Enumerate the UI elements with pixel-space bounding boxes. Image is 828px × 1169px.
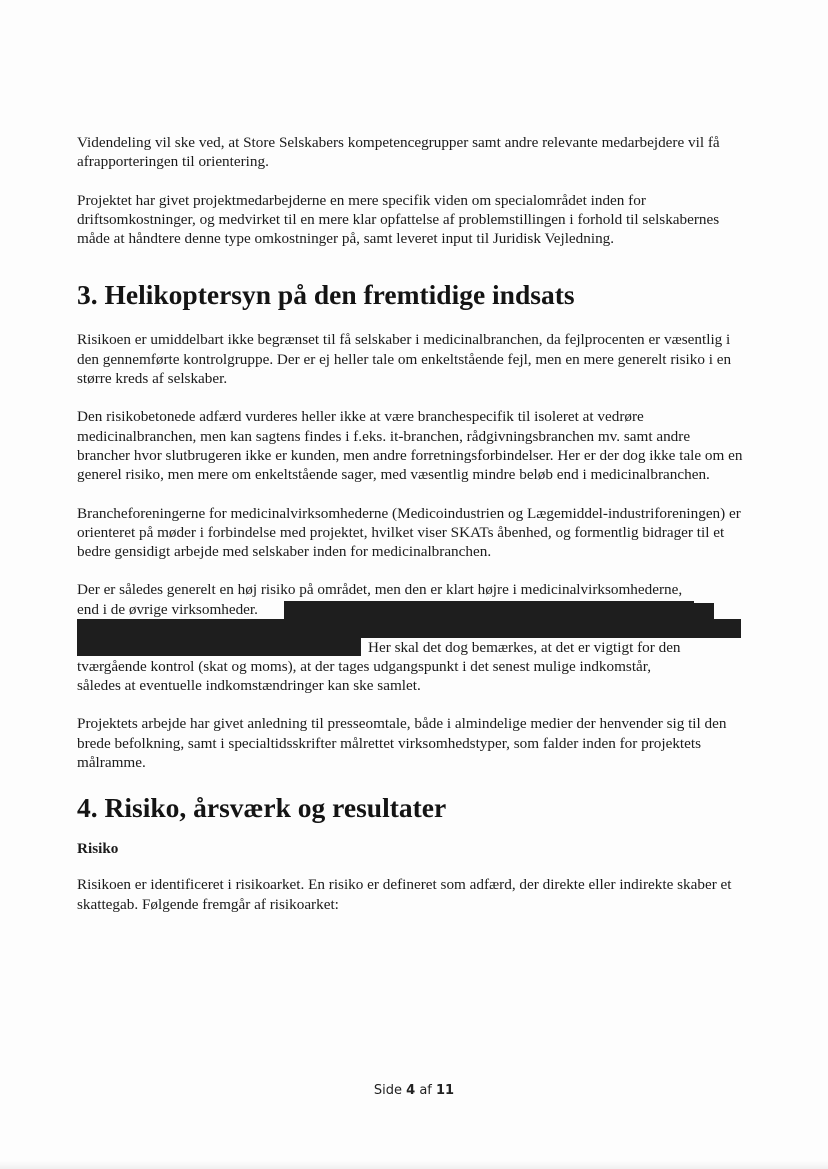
paragraph-project-outcome: Projektet har givet projektmedarbejderne en mere specifik viden om specialområdet inden for driftsomkostninger, og medvirket til en mere klar opfattelse af problemstillingen i forhold til selskabernes måde at håndtere denne type omkostninger på, samt leveret input til Juridisk Vejledning. [77, 191, 720, 248]
paragraph-redacted [77, 580, 745, 695]
paragraph-knowledge-sharing: Videndeling vil ske ved, at Store Selskabers kompetencegrupper samt andre relevante medarbejdere vil få afrapporteringen til orientering. [77, 134, 720, 171]
paragraph-risk-definition: Risikoen er identificeret i risikoarket. En risiko er defineret som adfærd, der direkte eller indirekte skaber et skattegab. Følgende fremgår af risikoarket: [77, 876, 732, 913]
footer-prefix: Side [373, 1083, 402, 1098]
paragraph-risk-scope: Risikoen er umiddelbart ikke begrænset til få selskaber i medicinalbranchen, da fejlprocenten er væsentlig i den gennemførte kontrolgruppe. Der er ej heller tale om enkeltstående fejl, men en mere generelt risiko i en større kreds af selskaber. [77, 331, 732, 388]
subheading-risiko: Risiko [77, 840, 119, 858]
scan-edge [0, 1161, 828, 1169]
redaction-bar-2 [77, 619, 741, 638]
section-heading-4: 4. Risiko, årsværk og resultater [77, 792, 447, 824]
paragraph-press-coverage: Projektets arbejde har givet anledning til presseomtale, både i almindelige medier der henvender sig til den brede befolkning, samt i specialtidsskrifter målrettet virksomhedstyper, som falder inden for projektets målramme. [77, 715, 727, 771]
footer-page-total: 11 [436, 1083, 455, 1098]
redacted-para-line-1: Der er således generelt en høj risiko på området, men den er klart højre i medicinalvirksomhederne, [77, 581, 683, 599]
paragraph-risk-behaviour: Den risikobetonede adfærd vurderes heller ikke at være branchespecifik til isoleret at vedrøre medicinalbranchen, men kan sagtens findes i f.eks. it-branchen, rådgivningsbranchen mv. samt andre brancher hvor slutbrugeren ikke er kunden, men andre forretningsforbindelser. Her er der dog ikke tale om en generel risiko, men mere om enkeltstående sager, med væsentlig mindre beløb end i medicinalbranchen. [77, 408, 743, 484]
footer-of: af [419, 1083, 432, 1098]
redacted-para-line-2: end i de øvrige virksomheder. [77, 600, 258, 618]
redacted-para-line-4: tværgående kontrol (skat og moms), at der tages udgangspunkt i det senest mulige indkomstår, [77, 657, 652, 675]
redaction-bar-3 [77, 638, 361, 656]
footer-page-number: 4 [406, 1083, 416, 1098]
page-footer [0, 1083, 828, 1098]
redacted-para-line-3: Her skal det dog bemærkes, at det er vigtigt for den [368, 638, 681, 656]
redaction-bar-1 [284, 601, 694, 621]
redacted-para-line-5: således at eventuelle indkomstændringer kan ske samlet. [77, 677, 421, 695]
paragraph-trade-associations: Brancheforeningerne for medicinalvirksomhederne (Medicoindustrien og Lægemiddel-industriforeningen) er orienteret på møder i forbindelse med projektet, hvilket viser SKATs åbenhed, og formentlig bidrager til et bedre gensidigt arbejde med selskaber inden for medicinalbranchen. [77, 504, 741, 561]
section-heading-3: 3. Helikoptersyn på den fremtidige indsats [77, 279, 575, 311]
document-body [77, 133, 745, 914]
